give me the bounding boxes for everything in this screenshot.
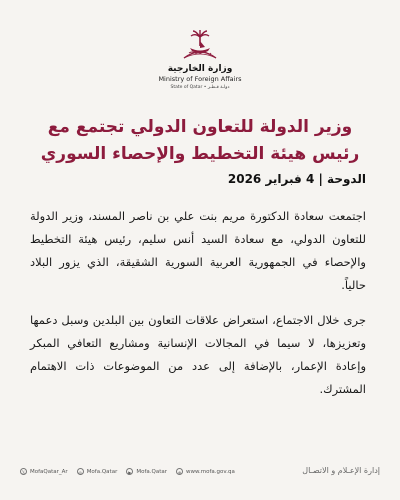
paragraph-2: جرى خلال الاجتماع، استعراض علاقات التعاون بين البلدين وسبل دعمها وتعزيزها، لا سيما في المجالات الإنسانية ومشاريع التعافي المبكر وإعادة الإعمار، بالإضافة إلى عدد من الموضوعات ذات الاهتمام المشترك.	[30, 313, 366, 396]
paragraph-1: اجتمعت سعادة الدكتورة مريم بنت علي بن ناصر المسند، وزير الدولة للتعاون الدولي، مع سعادة السيد أنس سليم، رئيس هيئة التخطيط والإحصاء في الجمهورية العربية السورية الشقيقة، الذي يزور البلاد حالياً.	[30, 209, 366, 292]
x-twitter-icon: 𝕏	[21, 470, 26, 475]
ministry-name-english: Ministry of Foreign Affairs	[158, 75, 242, 83]
social-handle: Mofa.Qatar	[136, 468, 167, 475]
article-body	[30, 205, 366, 413]
media-department-label: إدارة الإعـلام و الاتصـال	[302, 466, 380, 475]
social-link-youtube[interactable]	[126, 468, 167, 475]
social-link-x[interactable]	[20, 468, 68, 475]
social-links	[20, 468, 235, 475]
dateline: الدوحة | 4 فبراير 2026	[227, 172, 366, 186]
social-handle: www.mofa.gov.qa	[186, 468, 235, 475]
social-handle: Mofa.Qatar	[86, 468, 118, 475]
social-handle: MofaQatar_Ar	[30, 468, 68, 475]
web-icon: ⊕	[177, 470, 182, 475]
instagram-icon: ◎	[78, 470, 82, 475]
social-link-website[interactable]	[176, 468, 235, 475]
state-of-qatar-label: State of Qatar • دولـة قـطـر	[170, 85, 230, 90]
social-link-instagram[interactable]	[77, 468, 118, 475]
qatar-emblem-icon	[180, 28, 220, 62]
youtube-icon: ▶	[128, 470, 132, 475]
ministry-logo	[0, 28, 400, 91]
press-release-title	[20, 114, 380, 168]
title-line-2: رئيس هيئة التخطيط والإحصاء السوري	[40, 144, 360, 164]
ministry-name-arabic: وزارة الخارجية	[167, 64, 233, 74]
title-line-1: وزير الدولة للتعاون الدولي تجتمع مع	[47, 117, 353, 137]
footer	[20, 466, 380, 480]
